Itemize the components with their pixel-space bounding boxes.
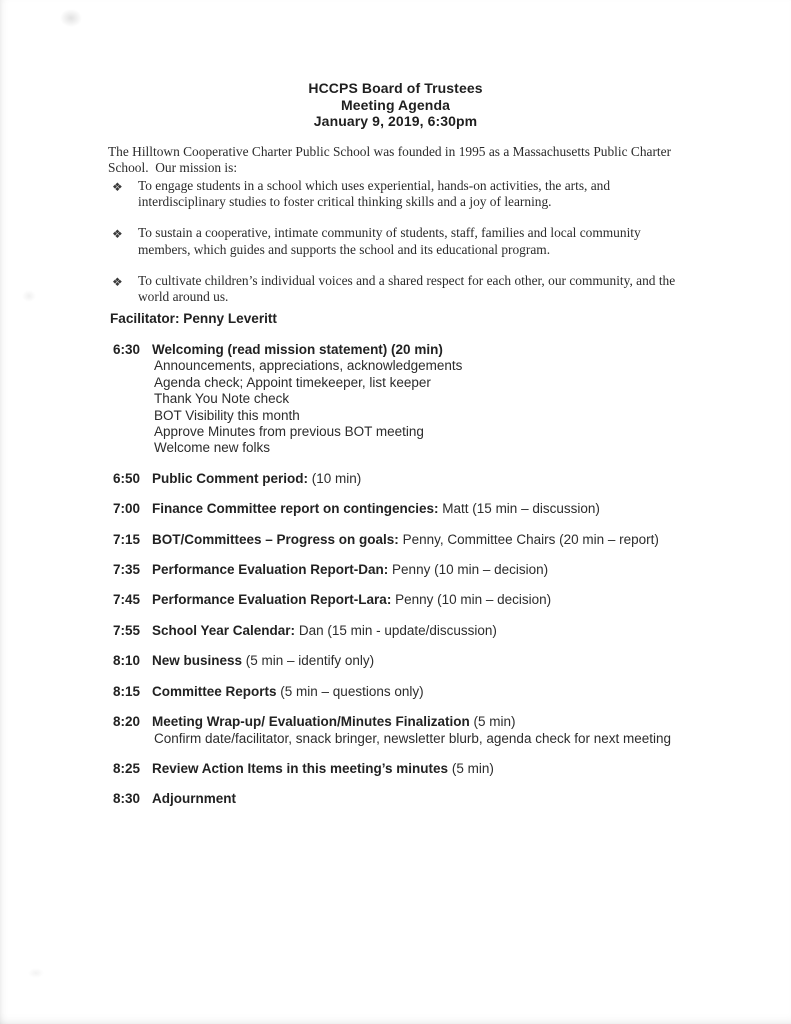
- agenda-time: 8:10: [113, 653, 141, 669]
- agenda-body: [152, 761, 713, 777]
- mission-bullet: [112, 225, 694, 257]
- agenda-body: [152, 471, 713, 487]
- agenda-title: Committee Reports: [152, 683, 277, 699]
- agenda-item: [113, 761, 713, 777]
- agenda-detail: (10 min): [308, 470, 362, 486]
- agenda-item: [113, 342, 713, 457]
- agenda-subitem: Agenda check; Appoint timekeeper, list keeper: [154, 374, 431, 390]
- agenda-item: [113, 791, 713, 807]
- agenda-subitem: Announcements, appreciations, acknowledgements: [154, 358, 463, 374]
- agenda-body: [152, 714, 713, 747]
- agenda-time: 7:55: [113, 622, 141, 638]
- agenda-subitem: Welcome new folks: [154, 440, 271, 456]
- agenda-item: [113, 532, 713, 548]
- agenda-time: 8:25: [113, 760, 141, 776]
- agenda-body: [152, 653, 713, 669]
- doc-title: HCCPS Board of Trustees: [308, 80, 483, 96]
- doc-subtitle: Meeting Agenda: [341, 96, 450, 113]
- agenda-title: Adjournment: [152, 791, 236, 807]
- agenda-time: 7:00: [113, 501, 141, 517]
- agenda-detail: Penny (10 min – decision): [388, 562, 549, 578]
- agenda-detail: (5 min – identify only): [242, 653, 375, 669]
- agenda-time: 8:20: [113, 714, 141, 730]
- agenda-time: 8:15: [113, 683, 141, 699]
- doc-date: January 9, 2019, 6:30pm: [313, 113, 478, 129]
- agenda-item: [113, 684, 713, 700]
- scan-smudge: [22, 290, 36, 302]
- mission-bullets: [112, 178, 694, 320]
- agenda-title: Finance Committee report on contingencies:: [152, 501, 439, 517]
- agenda-time: 7:35: [113, 562, 141, 578]
- agenda-detail: (5 min – questions only): [276, 683, 424, 699]
- agenda-title: School Year Calendar:: [152, 622, 296, 638]
- agenda-time: 6:30: [113, 342, 141, 357]
- agenda-item: [113, 592, 713, 608]
- agenda-body: [152, 623, 713, 639]
- mission-bullet: [112, 178, 694, 210]
- agenda-body: [152, 562, 713, 578]
- agenda-item: [113, 471, 713, 487]
- agenda-title: New business: [152, 653, 243, 669]
- agenda-item: [113, 501, 713, 517]
- agenda-title: Public Comment period:: [152, 470, 309, 486]
- mission-intro: The Hilltown Cooperative Charter Public School was founded in 1995 as a Massachusetts Public Charter School. Our mission is:: [108, 144, 675, 176]
- diamond-bullet-icon: ❖: [112, 180, 123, 194]
- agenda-body: [152, 684, 713, 700]
- document-header: [0, 80, 791, 130]
- agenda-title: Meeting Wrap-up/ Evaluation/Minutes Finalization: [152, 714, 470, 730]
- agenda-subitem: BOT Visibility this month: [154, 407, 300, 423]
- agenda-title: Performance Evaluation Report-Lara:: [152, 592, 392, 608]
- scan-smudge: [28, 968, 44, 978]
- diamond-bullet-icon: ❖: [112, 227, 123, 242]
- agenda-time: 7:45: [113, 592, 141, 608]
- agenda-title: BOT/Committees – Progress on goals:: [152, 531, 399, 547]
- agenda-subitem: Approve Minutes from previous BOT meeting: [154, 424, 424, 440]
- agenda-item: [113, 623, 713, 639]
- agenda-item: [113, 562, 713, 578]
- agenda-detail: Penny (10 min – decision): [391, 592, 552, 608]
- bullet-text: To cultivate children’s individual voices and a shared respect for each other, our community, and the world around us.: [138, 272, 676, 305]
- agenda-detail: (5 min): [448, 760, 494, 776]
- agenda-title: Welcoming (read mission statement) (20 min): [152, 342, 443, 357]
- facilitator-line: Facilitator: Penny Leveritt: [110, 311, 277, 326]
- bullet-text: To engage students in a school which uses experiential, hands-on activities, the arts, and interdisciplinary studies to foster critical thinking skills and a joy of learning.: [138, 178, 611, 210]
- bullet-text: To sustain a cooperative, intimate community of students, staff, families and local community members, which guides and supports the school and its educational program.: [138, 225, 641, 257]
- agenda-detail: Dan (15 min - update/discussion): [295, 622, 497, 638]
- agenda-title: Review Action Items in this meeting’s minutes: [152, 760, 449, 776]
- agenda-body: [152, 342, 713, 457]
- agenda-time: 8:30: [113, 791, 141, 807]
- agenda-body: [152, 791, 713, 807]
- agenda-item: [113, 653, 713, 669]
- agenda-item: [113, 714, 713, 747]
- agenda-subitem: Thank You Note check: [154, 391, 290, 407]
- agenda-time: 6:50: [113, 470, 141, 486]
- agenda-subitem: Confirm date/facilitator, snack bringer, newsletter blurb, agenda check for next meeting: [154, 730, 672, 746]
- scan-smudge: [60, 9, 82, 27]
- agenda-title: Performance Evaluation Report-Dan:: [152, 562, 389, 578]
- agenda-body: [152, 592, 713, 608]
- agenda-list: [113, 342, 713, 822]
- agenda-body: [152, 501, 713, 517]
- agenda-detail: Matt (15 min – discussion): [438, 501, 600, 517]
- agenda-detail: (5 min): [469, 714, 516, 730]
- diamond-bullet-icon: ❖: [112, 274, 123, 289]
- agenda-body: [152, 532, 713, 548]
- mission-bullet: [112, 273, 694, 305]
- agenda-time: 7:15: [113, 531, 141, 547]
- agenda-detail: Penny, Committee Chairs (20 min – report): [398, 531, 659, 547]
